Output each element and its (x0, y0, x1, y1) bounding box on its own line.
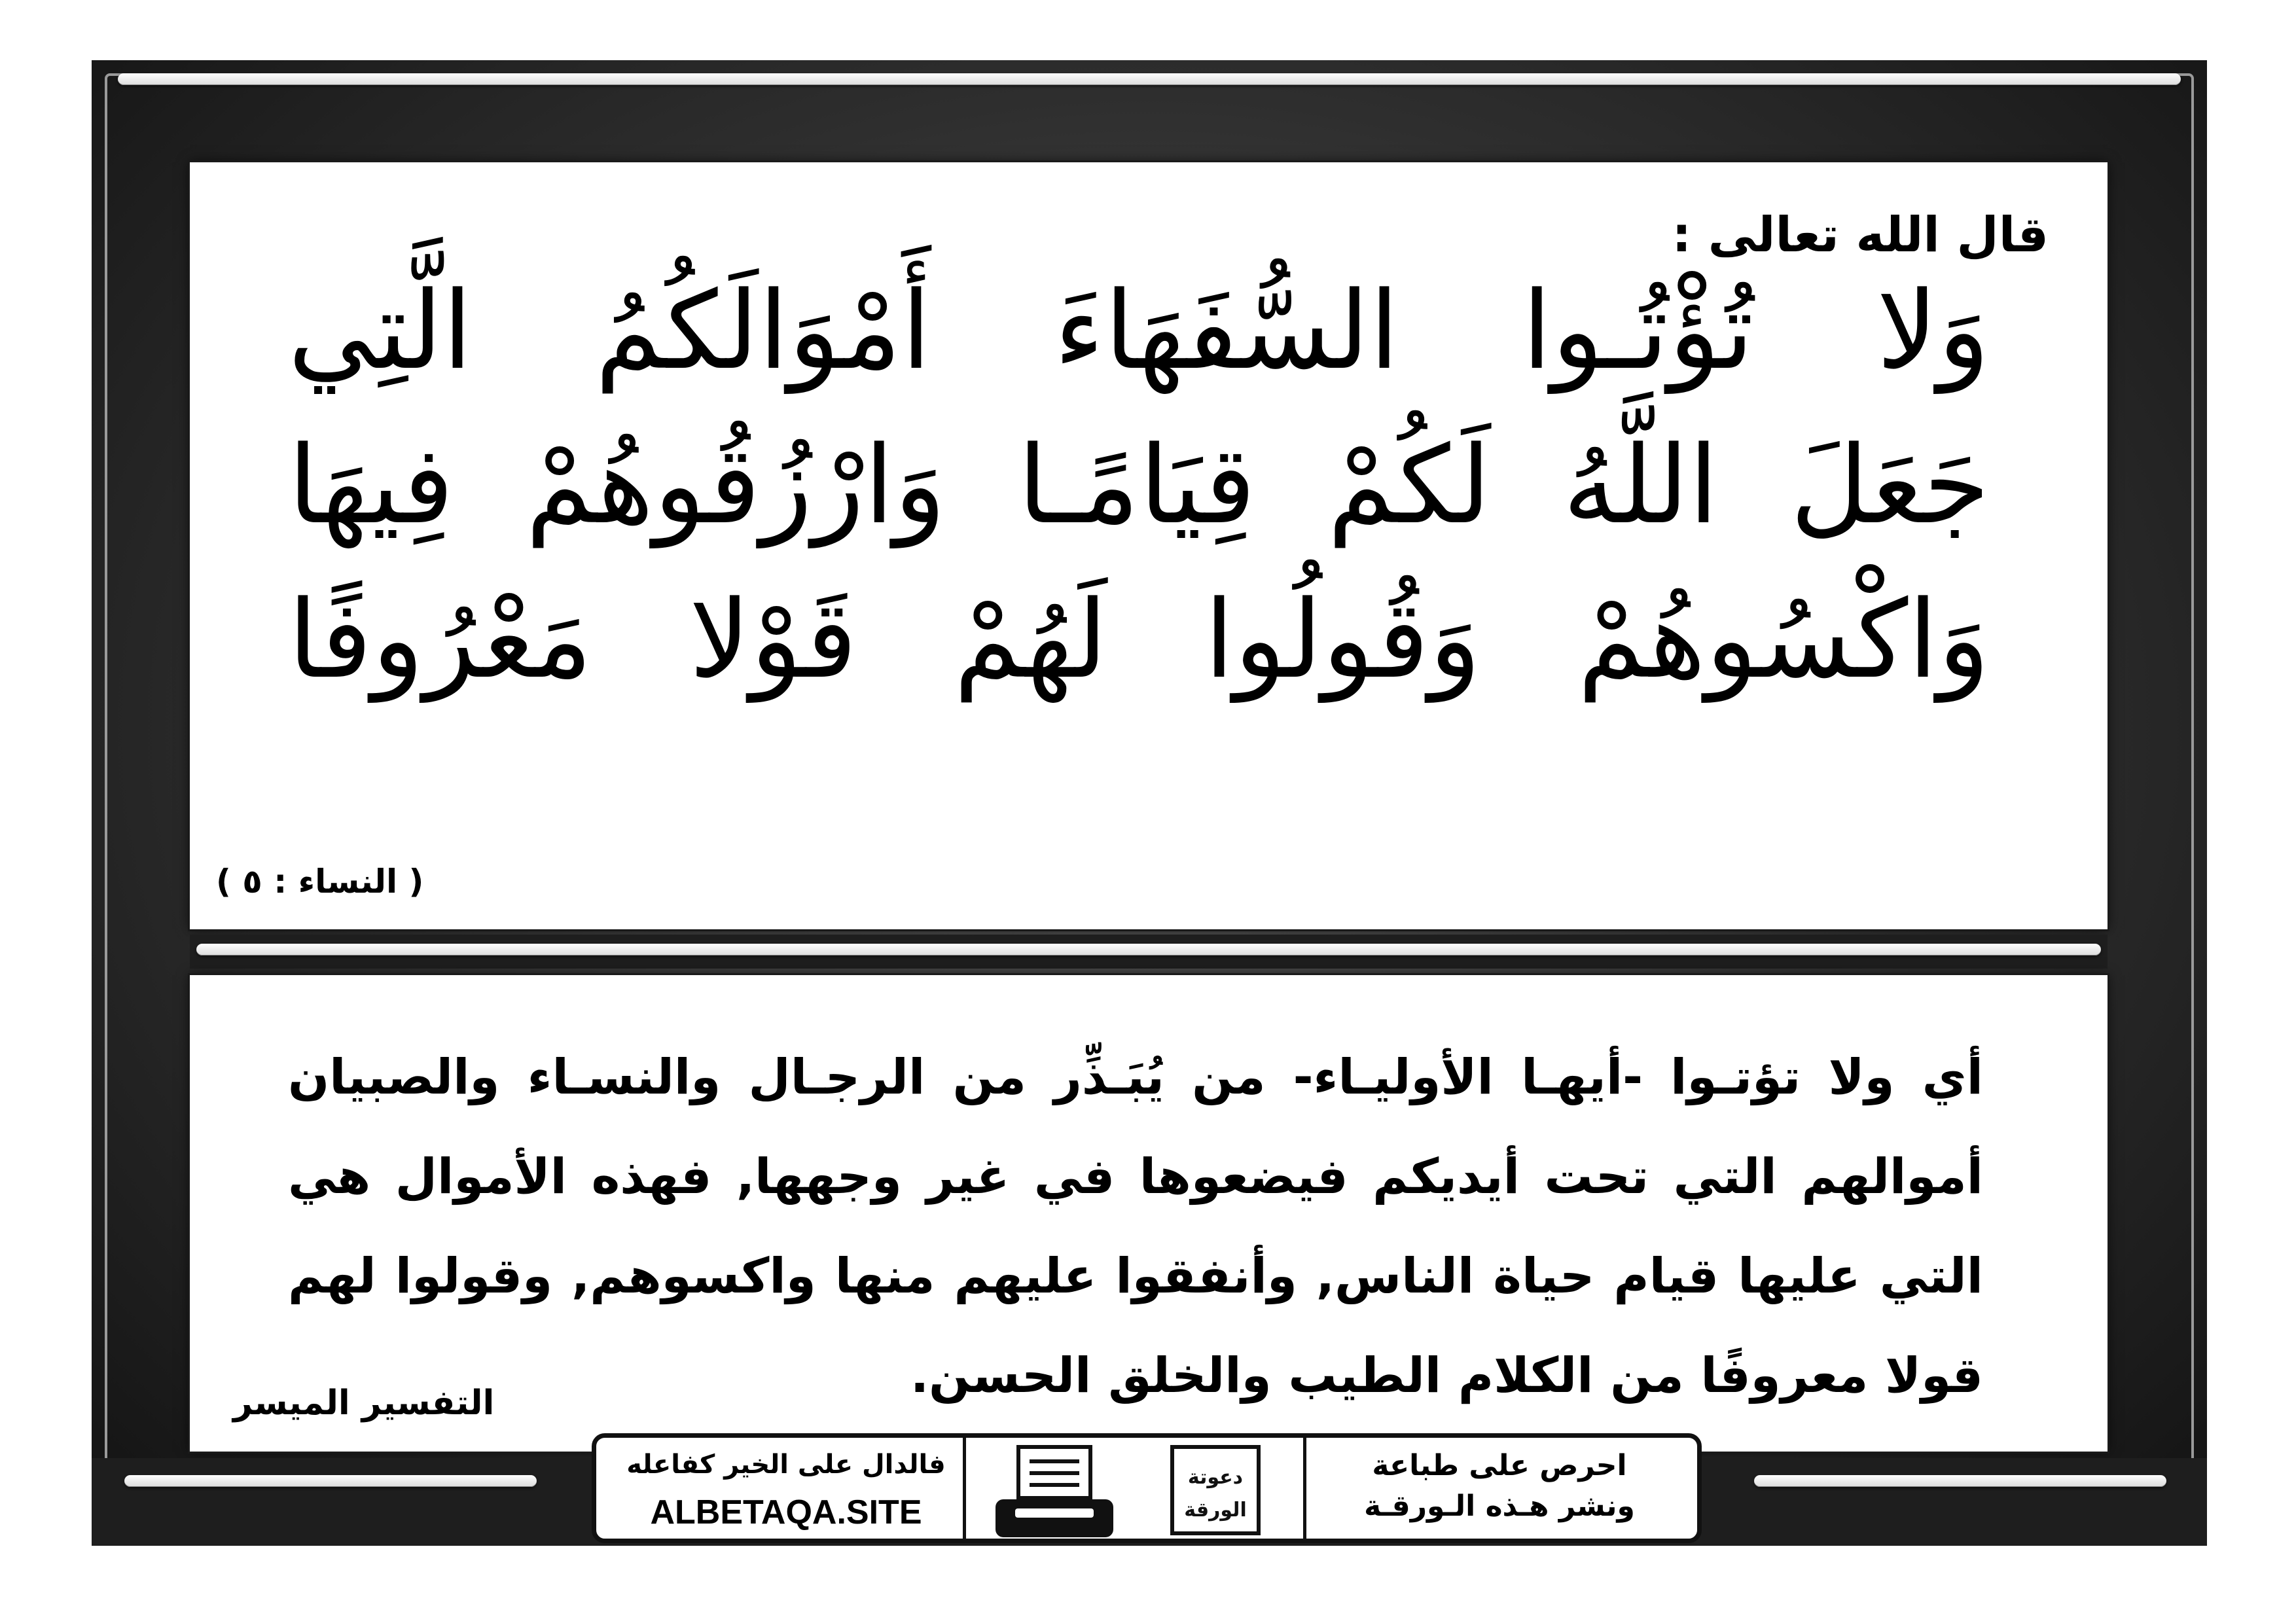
verse-text (288, 254, 1990, 717)
badge-separator (1303, 1438, 1306, 1539)
badge-separator (963, 1438, 966, 1539)
tafsir-panel (190, 975, 2108, 1452)
panel-divider (190, 935, 2108, 969)
verse-intro: قال الله تعالى : (1672, 207, 2049, 263)
logo-word: دعوتة (1187, 1466, 1244, 1489)
verse-line: وَلا تُؤْتُـوا السُّفَهَاءَ أَمْوَالَكُمُ الَّتِي (288, 268, 1990, 393)
site-url[interactable]: ALBETAQA.SITE (650, 1493, 922, 1531)
footer-badge (592, 1433, 1702, 1543)
verse-panel (190, 162, 2108, 929)
print-reminder-line: احرص على طباعة (1372, 1449, 1627, 1482)
logo-word: الورقة (1184, 1499, 1247, 1522)
verse-line: جَعَلَ اللَّهُ لَكُمْ قِيَامًـا وَارْزُقُوهُمْ فِيهَا (288, 423, 1990, 548)
print-reminder-line: ونشر هـذه الـورقـة (1364, 1489, 1635, 1523)
calligraphy-logo (1170, 1444, 1261, 1536)
footer-rail-left (124, 1475, 537, 1487)
printer-icon (989, 1443, 1120, 1541)
verse-reference: ( النساء : ٥ ) (216, 863, 424, 901)
footer-rail-right (1754, 1475, 2166, 1487)
top-rail (118, 73, 2181, 85)
tafsir-source: التفسير الميسر (233, 1383, 495, 1423)
tafsir-text: أي ولا تؤتـوا -أيهـا الأوليـاء- من يُبَـذِّر من الرجـال والنسـاء والصبيان أموالهم التي تحت أيديكم فيضعوها في غير وجهها, فهذه الأموال هي التي عليها قيام حياة الناس, وأنفقوا عليهم منها واكسوهم, وقولوا لهم قولا معروفًا من الكلام الطيب والخلق الحسن. (288, 1049, 1983, 1404)
verse-line: وَاكْسُوهُمْ وَقُولُوا لَهُمْ قَوْلا مَعْرُوفًا (288, 577, 1990, 702)
print-reminder (1316, 1446, 1683, 1527)
divider-rail (196, 944, 2101, 955)
motto-text: فالدال على الخير كفاعله (626, 1450, 946, 1480)
